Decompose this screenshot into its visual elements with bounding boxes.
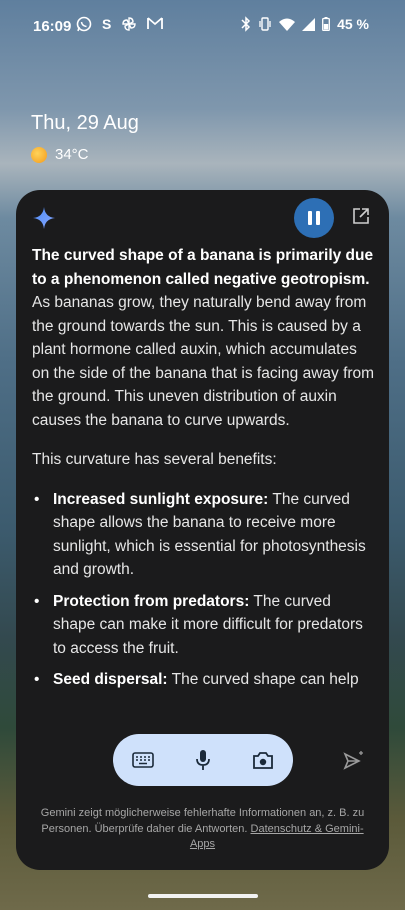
date-widget[interactable]: Thu, 29 Aug — [31, 112, 139, 134]
list-item: • Increased sunlight exposure: The curved shape allows the banana to receive more sunlight, which is essential for photosynthesis and growth. — [32, 488, 377, 582]
open-in-app-icon[interactable] — [352, 207, 370, 225]
gemini-panel — [16, 190, 389, 870]
battery-icon — [322, 17, 330, 31]
benefits-intro: This curvature has several benefits: — [32, 451, 277, 468]
disclaimer — [34, 806, 371, 853]
home-indicator[interactable] — [148, 894, 258, 898]
microphone-icon — [195, 749, 211, 771]
whatsapp-icon — [76, 16, 92, 32]
vibrate-icon — [258, 17, 272, 31]
disclaimer-text: Gemini zeigt möglicherweise fehlerhafte Informationen an, z. B. zu Personen. Überprüfe daher die Antworten. — [40, 807, 365, 835]
send-icon[interactable] — [343, 750, 365, 770]
notification-icons — [76, 16, 163, 32]
gemini-sparkle-icon — [32, 206, 56, 230]
camera-button[interactable] — [251, 748, 275, 772]
pause-button[interactable] — [294, 198, 334, 238]
intro-bold-text: The curved shape of a banana is primarily due to a phenomenon called negative geotropism. — [32, 247, 374, 288]
privacy-link[interactable]: Datenschutz & Gemini-Apps — [189, 822, 364, 850]
keyboard-button[interactable] — [131, 748, 155, 772]
sun-icon — [31, 147, 47, 163]
camera-icon — [252, 751, 274, 770]
battery-percent: 45 % — [337, 16, 369, 32]
response-intro — [32, 244, 377, 432]
weather-widget[interactable] — [31, 146, 89, 163]
pause-icon — [308, 211, 312, 225]
bluetooth-icon — [241, 16, 251, 32]
benefits-list — [32, 488, 377, 692]
wifi-icon — [279, 18, 295, 31]
pinwheel-icon — [121, 16, 137, 32]
list-item: • Seed dispersal: The curved shape can help — [32, 668, 377, 692]
keyboard-icon — [132, 752, 154, 768]
intro-text: As bananas grow, they naturally bend away from the ground towards the sun. This is caused by a plant hormone called auxin, which accumulates on the side of the banana that is facing away from the ground. This uneven distribution of auxin causes the banana to curve upwards. — [32, 294, 375, 429]
microphone-button[interactable] — [191, 748, 215, 772]
list-item: • Protection from predators: The curved shape can make it more difficult for predators to access the fruit. — [32, 590, 377, 661]
temperature-label: 34°C — [55, 146, 89, 163]
s-app-icon: S — [102, 16, 112, 32]
status-bar — [0, 0, 405, 52]
system-icons — [241, 16, 369, 32]
input-toolbar — [113, 734, 293, 786]
gmail-icon — [147, 16, 163, 30]
status-time: 16:09 — [33, 18, 72, 35]
response-text — [32, 244, 377, 714]
signal-icon — [302, 18, 315, 31]
